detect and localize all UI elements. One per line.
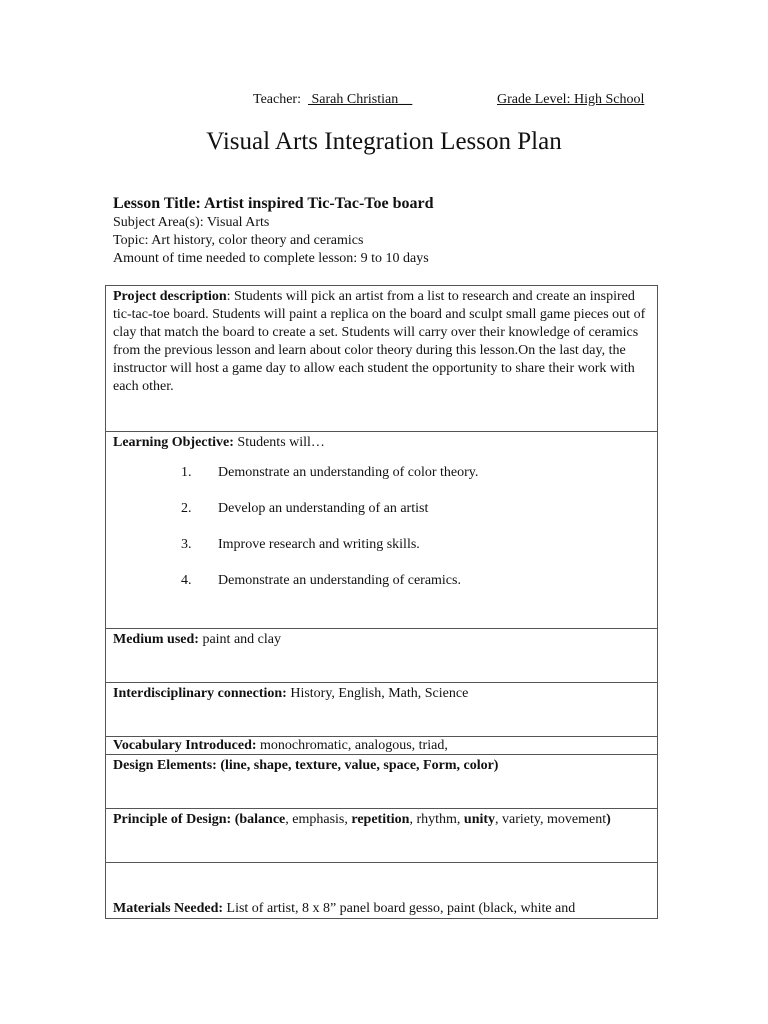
list-item: [113, 536, 650, 572]
lesson-title: Lesson Title: Artist inspired Tic-Tac-Toe board: [113, 195, 434, 212]
header-line: [0, 92, 768, 112]
list-item: [113, 500, 650, 536]
objective-list: [113, 464, 650, 608]
objective-number: 2.: [181, 501, 192, 516]
materials-cell: [106, 863, 657, 918]
teacher-label: Teacher:: [253, 92, 301, 107]
design-elements-text: Design Elements: (line, shape, texture, value, space, Form, color): [113, 758, 499, 773]
objective-text: Demonstrate an understanding of ceramics.: [218, 573, 461, 588]
list-item: [113, 464, 650, 500]
objective-number: 3.: [181, 537, 192, 552]
objective-number: 1.: [181, 465, 192, 480]
principle-unity: unity: [463, 812, 496, 827]
principle-part-1: , emphasis,: [285, 812, 352, 827]
principle-part-3: , variety, movement: [495, 812, 607, 827]
project-description-text: : Students will pick an artist from a list to research and create an inspired tic-tac-toe board. Students will paint a replica on the board and sculpt small game pieces out of clay that match the board to create a set. Students will carry over their knowledge of ceramics from the previous lesson and learn about color theory during this lesson.On the last day, the instructor will host a game day to allow each student the opportunity to share their work with each other.: [113, 289, 646, 394]
principle-close: ): [606, 812, 611, 827]
project-description-cell: [106, 286, 657, 432]
project-description-label: Project description: [113, 289, 227, 304]
learning-objective-label: Learning Objective:: [113, 435, 234, 450]
interdisciplinary-text: History, English, Math, Science: [286, 686, 469, 701]
medium-cell: [106, 629, 657, 683]
learning-objective-cell: [106, 432, 657, 629]
principle-cell: [106, 809, 657, 863]
medium-label: Medium used:: [113, 632, 199, 647]
objective-text: Develop an understanding of an artist: [218, 501, 429, 516]
principle-label: Principle of Design: (balance: [113, 812, 286, 827]
principle-part-2: , rhythm,: [409, 812, 464, 827]
list-item: [113, 572, 650, 608]
interdisciplinary-label: Interdisciplinary connection:: [113, 686, 287, 701]
vocabulary-cell: [106, 737, 657, 755]
teacher-name: Sarah Christian__: [308, 92, 413, 107]
vocabulary-text: monochromatic, analogous, triad,: [256, 738, 448, 753]
medium-text: paint and clay: [198, 632, 281, 647]
objective-text: Demonstrate an understanding of color theory.: [218, 465, 479, 480]
materials-label: Materials Needed:: [113, 901, 224, 916]
objective-number: 4.: [181, 573, 192, 588]
grade-level: Grade Level: High School: [497, 92, 645, 107]
vocabulary-label: Vocabulary Introduced:: [113, 738, 257, 753]
principle-repetition: repetition: [351, 812, 410, 827]
interdisciplinary-cell: [106, 683, 657, 737]
learning-objective-intro: Students will…: [233, 435, 325, 450]
materials-text: List of artist, 8 x 8” panel board gesso, paint (black, white and: [223, 901, 576, 916]
objective-text: Improve research and writing skills.: [218, 537, 420, 552]
topic: Topic: Art history, color theory and ceramics: [113, 233, 364, 248]
subject-area: Subject Area(s): Visual Arts: [113, 215, 270, 230]
time-needed: Amount of time needed to complete lesson: 9 to 10 days: [113, 251, 429, 266]
design-elements-cell: [106, 755, 657, 809]
document-title: Visual Arts Integration Lesson Plan: [206, 128, 562, 155]
lesson-table: [105, 285, 658, 919]
